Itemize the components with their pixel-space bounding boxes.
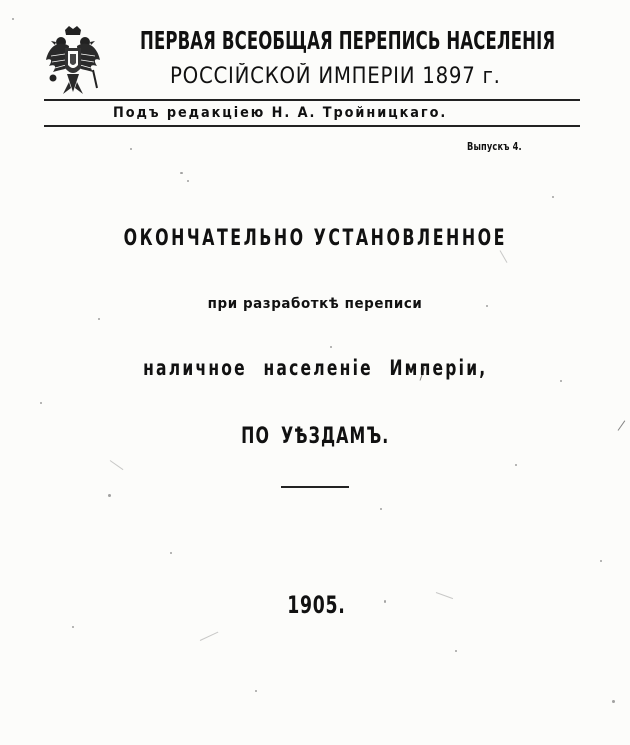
header-rule-top [44,99,580,101]
header-rule-bottom [44,125,580,127]
heading-by-district: ПО УѢЗДАМЪ. [241,424,390,449]
main-heading: ОКОНЧАТЕЛЬНО УСТАНОВЛЕННОЕ [123,226,507,251]
paper-speck [330,346,332,348]
paper-speck [187,180,189,182]
paper-scratch [200,632,219,641]
subheading: при разработкѣ переписи [207,296,423,312]
paper-speck [612,700,615,703]
paper-speck [515,464,517,466]
paper-speck [108,494,111,497]
paper-scratch [500,250,508,263]
title-line-2: РОССІЙСКОЙ ИМПЕРІИ 1897 г. [170,64,501,89]
paper-scratch [110,460,124,470]
paper-speck [40,402,42,404]
paper-speck [98,318,100,320]
title-line-1: ПЕРВАЯ ВСЕОБЩАЯ ПЕРЕПИСЬ НАСЕЛЕНІЯ [140,26,556,55]
editor-line: Подъ редакціею Н. А. Тройницкаго. [113,105,448,121]
paper-speck [72,626,74,628]
paper-speck [600,560,602,562]
paper-speck [552,196,554,198]
issue-number: Выпускъ 4. [467,140,522,153]
paper-speck [455,650,457,652]
paper-speck [12,18,14,20]
paper-speck [255,690,257,692]
double-headed-eagle-icon [45,26,101,98]
publication-year: 1905. [287,591,346,619]
paper-speck [560,380,562,382]
paper-scratch [618,420,626,430]
heading-population: наличное населеніе Имперіи, [143,356,488,380]
paper-speck [180,172,183,174]
divider [281,486,349,488]
paper-speck [170,552,172,554]
paper-speck [380,508,382,510]
paper-speck [130,148,132,150]
